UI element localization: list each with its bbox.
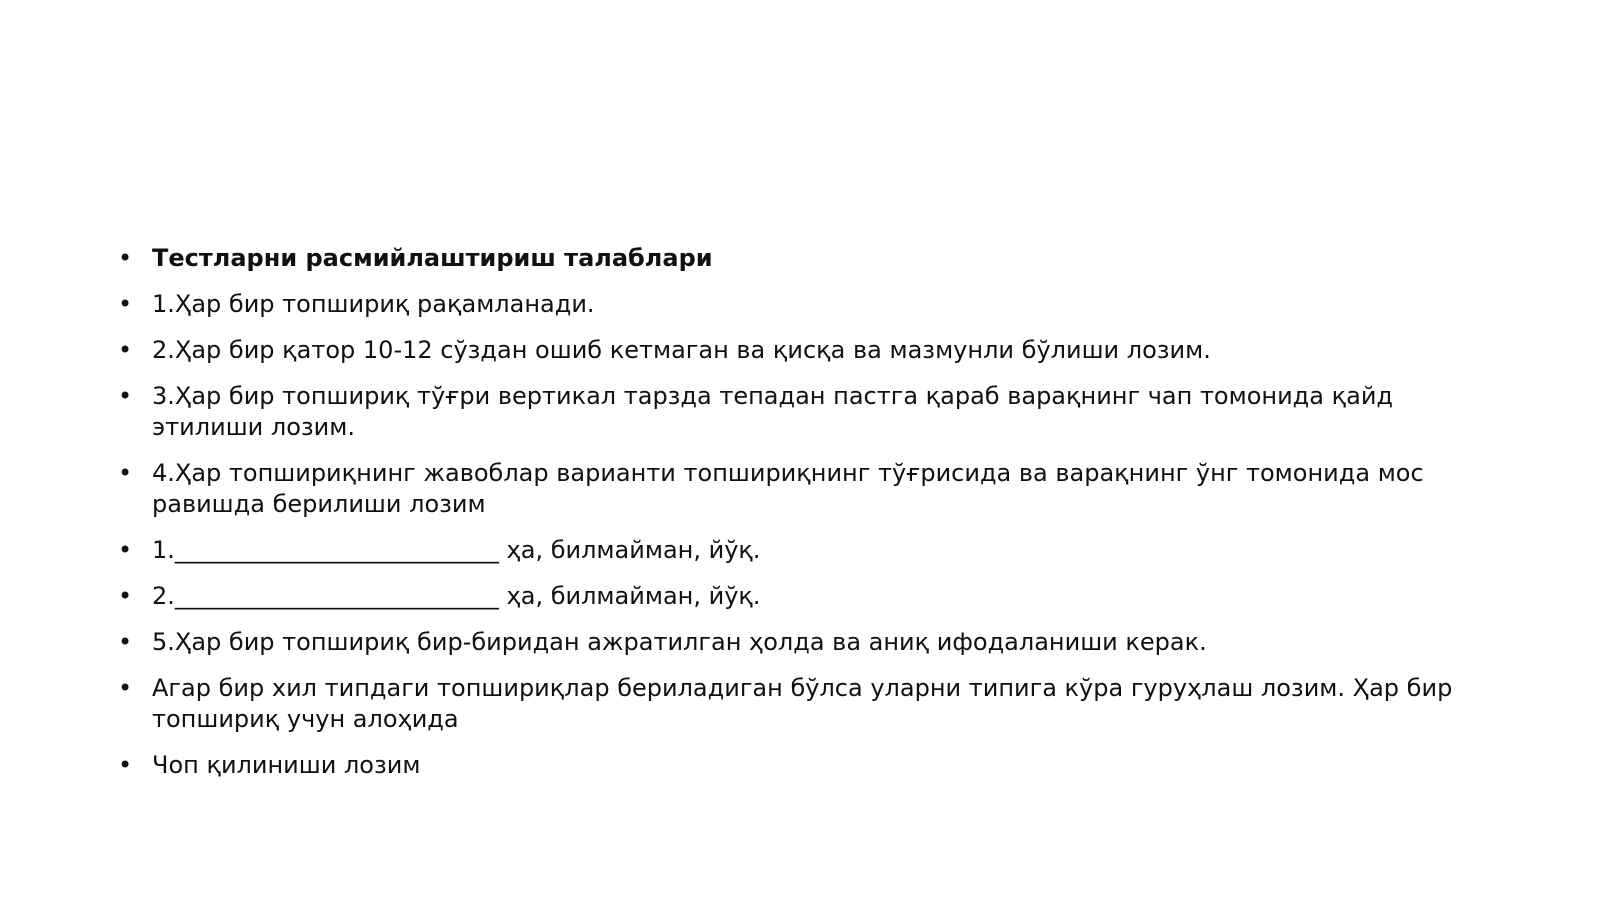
- list-item-text: 2.Ҳар бир қатор 10-12 сўздан ошиб кетмаган ва қисқа ва мазмунли бўлиши лозим.: [152, 336, 1211, 364]
- list-item-text: 4.Ҳар топшириқнинг жавоблар варианти топшириқнинг тўғрисида ва варақнинг ўнг томонида мос равишда берилиши лозим: [152, 459, 1424, 518]
- bullet-icon: •: [118, 536, 133, 564]
- list-item: [118, 381, 1488, 443]
- bullet-icon: •: [118, 628, 133, 656]
- bullet-icon: •: [118, 336, 133, 364]
- bullet-icon: •: [118, 382, 133, 410]
- list-item: [118, 535, 1488, 566]
- list-item: [118, 335, 1488, 366]
- bullet-icon: •: [118, 751, 133, 779]
- list-item-text: Агар бир хил типдаги топшириқлар бериладиган бўлса уларни типига кўра гуруҳлаш лозим. Ҳар бир топшириқ учун алоҳида: [152, 674, 1453, 733]
- list-item-text: 2.___________________________ ҳа, билмайман, йўқ.: [152, 582, 761, 610]
- bullet-icon: •: [118, 582, 133, 610]
- list-item-text: 3.Ҳар бир топшириқ тўғри вертикал тарзда тепадан пастга қараб варақнинг чап томонида қайд этилиши лозим.: [152, 382, 1394, 441]
- list-item-title: [118, 243, 1488, 274]
- list-item-text: 5.Ҳар бир топшириқ бир-биридан ажратилган ҳолда ва аниқ ифодаланиши керак.: [152, 628, 1207, 656]
- list-item-text: Чоп қилиниши лозим: [152, 751, 421, 779]
- list-item: [118, 289, 1488, 320]
- list-item: [118, 581, 1488, 612]
- bullet-icon: •: [118, 459, 133, 487]
- list-item: [118, 458, 1488, 520]
- list-item: [118, 673, 1488, 735]
- bullet-icon: •: [118, 290, 133, 318]
- list-item-text: 1.Ҳар бир топшириқ рақамланади.: [152, 290, 595, 318]
- list-item-text: Тестларни расмийлаштириш талаблари: [152, 244, 713, 272]
- list-item-text: 1.___________________________ ҳа, билмайман, йўқ.: [152, 536, 761, 564]
- list-item: [118, 627, 1488, 658]
- bullet-list: [118, 243, 1488, 796]
- list-item: [118, 750, 1488, 781]
- bullet-icon: •: [118, 244, 133, 272]
- bullet-icon: •: [118, 674, 133, 702]
